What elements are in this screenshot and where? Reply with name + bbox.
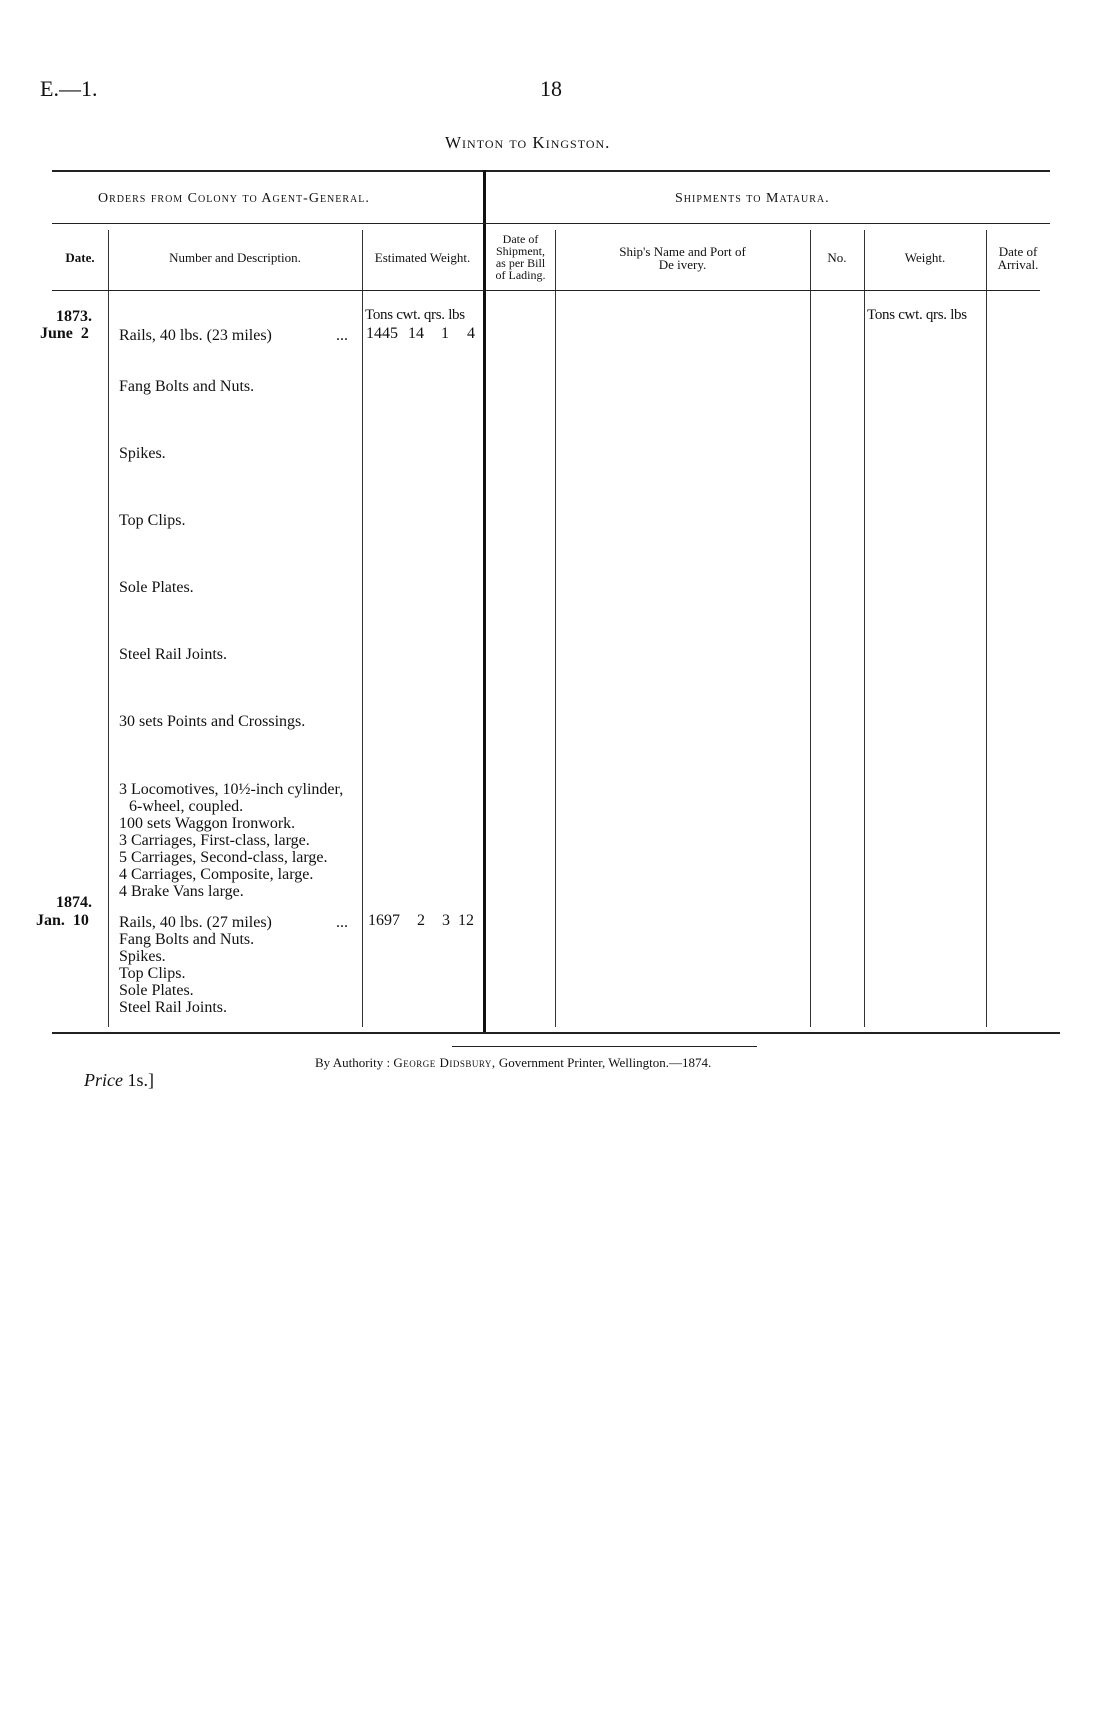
col-rule-date: [108, 230, 109, 1027]
order-2-weight-cwt: 2: [417, 912, 425, 929]
price-label: Price: [84, 1070, 123, 1090]
order-1-item-1: Rails, 40 lbs. (23 miles): [119, 327, 272, 344]
authority-line: [315, 1055, 711, 1071]
order-2-weight-tons: 1697: [368, 912, 400, 929]
col-rule-shipdate: [555, 230, 556, 1027]
section-header-rule: [52, 223, 1050, 224]
ship-name-line-1: Ship's Name and Port of: [619, 244, 746, 259]
ship-date-line-2: Shipment,: [495, 244, 545, 258]
order-2-item-1: Rails, 40 lbs. (27 miles): [119, 914, 272, 931]
col-rule-shipname: [810, 230, 811, 1027]
col-header-ship-name: [555, 245, 810, 271]
col-rule-no: [864, 230, 865, 1027]
order-1-item-7: 30 sets Points and Crossings.: [119, 713, 306, 730]
page-number: 18: [540, 76, 562, 101]
order-2-weight-qrs: 3: [442, 912, 450, 929]
col-header-ship-date: [486, 233, 555, 281]
footer-short-rule: [452, 1046, 757, 1047]
page-title: Winton to Kingston.: [445, 133, 611, 152]
order-1-item-2: Fang Bolts and Nuts.: [119, 378, 255, 395]
section-divider: [483, 170, 486, 1032]
order-2-date: Jan. 10: [36, 912, 89, 929]
col-header-no: No.: [827, 250, 847, 265]
order-1-item-3: Spikes.: [119, 445, 166, 462]
order-2-items: [119, 914, 272, 1016]
order-2-dots: ...: [336, 914, 348, 931]
rolling-stock-line-3: 100 sets Waggon Ironwork.: [119, 815, 296, 832]
rolling-stock-line-7: 4 Brake Vans large.: [119, 883, 244, 900]
col-rule-weight: [986, 230, 987, 1027]
table-top-rule: [52, 170, 1050, 172]
order-2-item-2: Fang Bolts and Nuts.: [119, 931, 255, 948]
authority-prefix: By Authority :: [315, 1055, 391, 1070]
printer-name: George Didsbury,: [393, 1055, 496, 1070]
order-2-item-3: Spikes.: [119, 948, 166, 965]
order-1-year: 1873.: [56, 308, 92, 325]
ship-name-line-2: De ivery.: [658, 257, 707, 272]
column-header-rule: [52, 290, 1040, 291]
rolling-stock-line-4: 3 Carriages, First-class, large.: [119, 832, 310, 849]
order-2-item-6: Steel Rail Joints.: [119, 999, 227, 1016]
col-header-date: Date.: [65, 250, 95, 265]
order-1-weight-lbs: 4: [467, 325, 475, 342]
order-2-weight-lbs: 12: [458, 912, 474, 929]
order-1-weight-qrs: 1: [441, 325, 449, 342]
col-header-arrival: [986, 245, 1050, 271]
col-header-description: Number and Description.: [169, 250, 301, 265]
ship-date-line-4: of Lading.: [495, 268, 546, 282]
ship-weight-units: Tons cwt. qrs. lbs: [867, 307, 967, 323]
order-1-weight-tons: 1445: [366, 325, 398, 342]
arrival-line-2: Arrival.: [997, 257, 1039, 272]
order-1-weight-cwt: 14: [408, 325, 424, 342]
order-1-dots: ...: [336, 327, 348, 344]
col-rule-desc: [362, 230, 363, 1027]
col-header-est-weight: Estimated Weight.: [374, 250, 471, 265]
authority-suffix: Government Printer, Wellington.—1874.: [498, 1055, 712, 1070]
col-header-weight: Weight.: [904, 250, 946, 265]
ship-date-line-3: as per Bill: [495, 256, 546, 270]
arrival-line-1: Date of: [998, 244, 1038, 259]
order-1-item-4: Top Clips.: [119, 512, 186, 529]
rolling-stock-line-2: 6-wheel, coupled.: [129, 798, 244, 815]
rolling-stock-line-6: 4 Carriages, Composite, large.: [119, 866, 314, 883]
section-left-title: Orders from Colony to Agent-General.: [98, 191, 370, 206]
table-bottom-rule: [52, 1032, 1060, 1034]
est-weight-units: Tons cwt. qrs. lbs: [365, 307, 465, 323]
price-value: 1s.]: [127, 1070, 154, 1090]
ship-date-line-1: Date of: [502, 232, 539, 246]
section-right-title: Shipments to Mataura.: [675, 191, 830, 206]
order-2-item-5: Sole Plates.: [119, 982, 194, 999]
price-note: [84, 1070, 154, 1091]
page-code: E.—1.: [40, 76, 98, 101]
rolling-stock-line-1: 3 Locomotives, 10½-inch cylinder,: [119, 781, 344, 798]
order-1-item-5: Sole Plates.: [119, 579, 194, 596]
order-1-item-6: Steel Rail Joints.: [119, 646, 227, 663]
rolling-stock-line-5: 5 Carriages, Second-class, large.: [119, 849, 328, 866]
order-1-date: June 2: [40, 325, 89, 342]
order-2-item-4: Top Clips.: [119, 965, 186, 982]
order-2-year: 1874.: [56, 894, 92, 911]
order-1-rolling-stock: [119, 781, 343, 900]
